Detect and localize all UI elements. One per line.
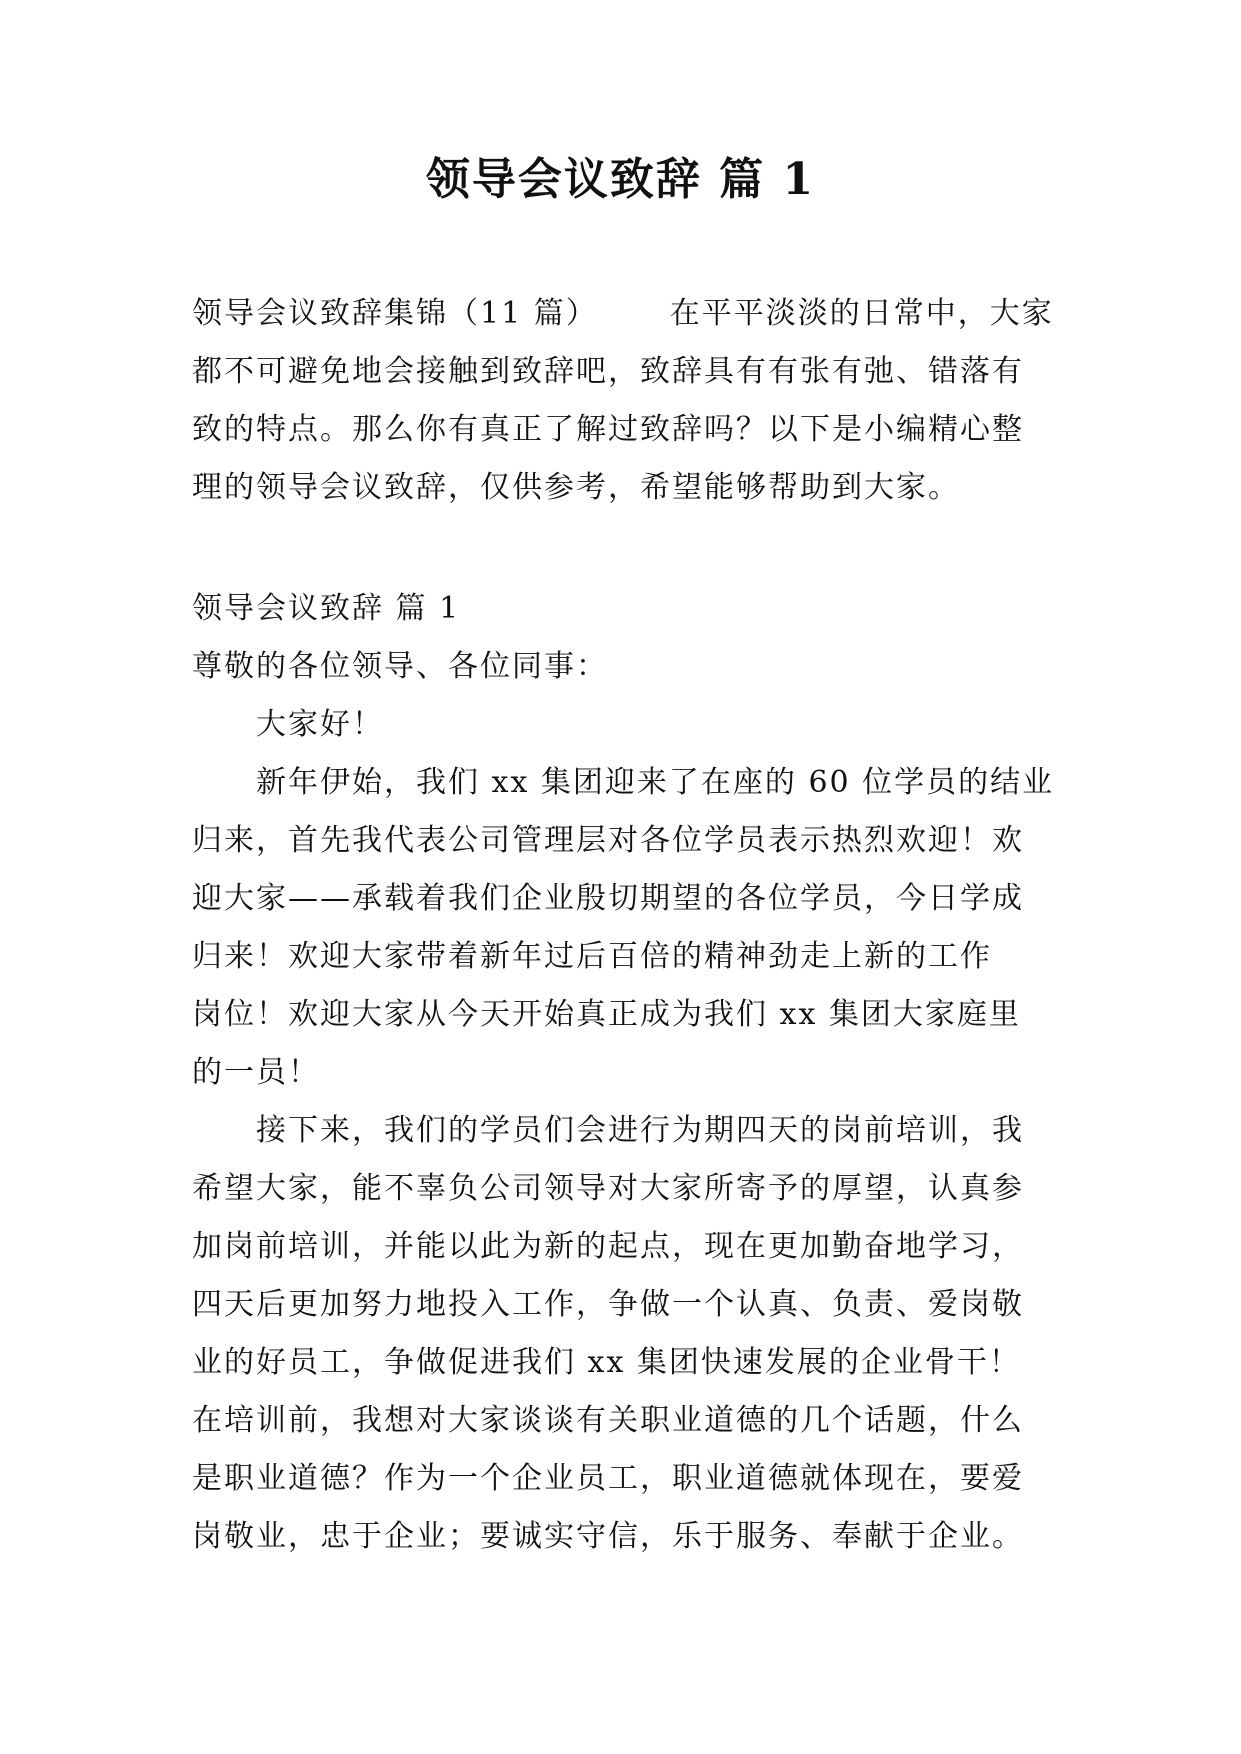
section-heading: 领导会议致辞 篇 1 xyxy=(192,591,461,626)
paragraph3-line: 岗敬业，忠于企业；要诚实守信，乐于服务、奉献于企业。 xyxy=(192,1519,1024,1554)
salutation: 尊敬的各位领导、各位同事： xyxy=(192,649,608,684)
intro-block xyxy=(192,285,1052,517)
paragraph3-line: 是职业道德？作为一个企业员工，职业道德就体现在，要爱 xyxy=(192,1461,1024,1496)
paragraph1-line: 迎大家——承载着我们企业殷切期望的各位学员，今日学成 xyxy=(192,881,1024,916)
greeting: 大家好！ xyxy=(256,707,384,742)
paragraph1-line: 归来！欢迎大家带着新年过后百倍的精神劲走上新的工作 xyxy=(192,939,992,974)
paragraph2-line: 希望大家，能不辜负公司领导对大家所寄予的厚望，认真参 xyxy=(192,1171,1024,1206)
intro-heading: 领导会议致辞集锦（11 篇） xyxy=(192,296,598,331)
intro-line-3: 致的特点。那么你有真正了解过致辞吗？以下是小编精心整 xyxy=(192,412,1024,447)
document-title: 领导会议致辞 篇 1 xyxy=(425,154,816,205)
intro-line-4: 理的领导会议致辞，仅供参考，希望能够帮助到大家。 xyxy=(192,470,960,505)
paragraph2-line: 四天后更加努力地投入工作，争做一个认真、负责、爱岗敬 xyxy=(192,1287,1024,1322)
paragraph1-line: 归来，首先我代表公司管理层对各位学员表示热烈欢迎！欢 xyxy=(192,823,1024,858)
paragraph1-line: 新年伊始，我们 xx 集团迎来了在座的 60 位学员的结业 xyxy=(256,765,1055,800)
intro-line-1 xyxy=(192,285,1052,343)
speech-section xyxy=(192,580,1055,1566)
paragraph1-line: 岗位！欢迎大家从今天开始真正成为我们 xx 集团大家庭里 xyxy=(192,997,1021,1032)
paragraph2-line: 业的好员工，争做促进我们 xx 集团快速发展的企业骨干！ xyxy=(192,1345,1021,1380)
paragraph1-line: 的一员！ xyxy=(192,1055,320,1090)
paragraph2-line: 加岗前培训，并能以此为新的起点，现在更加勤奋地学习， xyxy=(192,1229,1024,1264)
paragraph2-line: 接下来，我们的学员们会进行为期四天的岗前培训，我 xyxy=(256,1113,1024,1148)
intro-line-2: 都不可避免地会接触到致辞吧，致辞具有有张有弛、错落有 xyxy=(192,354,1024,389)
paragraph3-line: 在培训前，我想对大家谈谈有关职业道德的几个话题，什么 xyxy=(192,1403,1024,1438)
intro-text-1: 在平平淡淡的日常中，大家 xyxy=(669,296,1054,331)
